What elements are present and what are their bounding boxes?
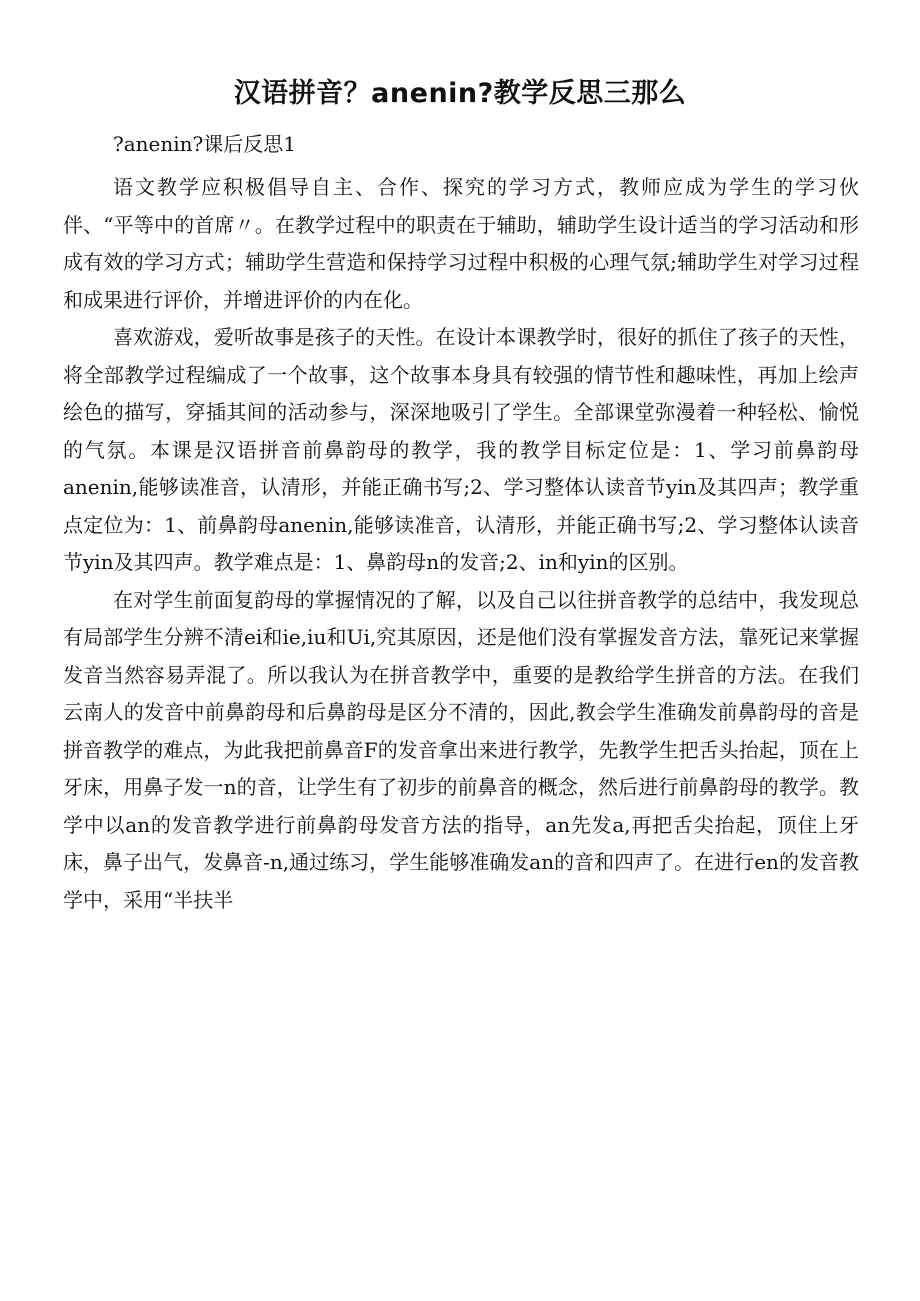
document-subtitle: ?anenin?课后反思1 [113, 132, 296, 156]
document-title: 汉语拼音？anenin?教学反思三那么 [233, 78, 687, 109]
document-body [63, 169, 859, 919]
paragraph-3: 在对学生前面复韵母的掌握情况的了解，以及自己以往拼音教学的总结中，我发现总有局部学生分辨不清ei和ie,iu和Ui,究其原因，还是他们没有掌握发音方法，靠死记来掌握发音当然容易弄混了。所以我认为在拼音教学中，重要的是教给学生拼音的方法。在我们云南人的发音中前鼻韵母和后鼻韵母是区分不清的，因此,教会学生准确发前鼻韵母的音是拼音教学的难点，为此我把前鼻音F的发音拿出来进行教学，先教学生把舌头抬起，顶在上牙床，用鼻子发一n的音，让学生有了初步的前鼻音的概念，然后进行前鼻韵母的教学。教学中以an的发音教学进行前鼻韵母发音方法的指导，an先发a,再把舌尖抬起，顶住上牙床，鼻子出气，发鼻音-n,通过练习，学生能够准确发an的音和四声了。在进行en的发音教学中，采用“半扶半 [63, 587, 859, 912]
paragraph-2: 喜欢游戏，爱听故事是孩子的天性。在设计本课教学时，很好的抓住了孩子的天性，将全部教学过程编成了一个故事，这个故事本身具有较强的情节性和趣味性，再加上绘声绘色的描写，穿插其间的活动参与，深深地吸引了学生。全部课堂弥漫着一种轻松、愉悦的气氛。本课是汉语拼音前鼻韵母的教学，我的教学目标定位是：1、学习前鼻韵母anenin,能够读准音，认清形，并能正确书写;2、学习整体认读音节yin及其四声；教学重点定位为：1、前鼻韵母anenin,能够读准音，认清形，并能正确书写;2、学习整体认读音节yin及其四声。教学难点是：1、鼻韵母n的发音;2、in和yin的区别。 [63, 325, 859, 574]
paragraph-1: 语文教学应积极倡导自主、合作、探究的学习方式，教师应成为学生的学习伙伴、“平等中的首席〃。在教学过程中的职责在于辅助，辅助学生设计适当的学习活动和形成有效的学习方式；辅助学生营造和保持学习过程中积极的心理气氛;辅助学生对学习过程和成果进行评价，并增进评价的内在化。 [63, 175, 859, 312]
